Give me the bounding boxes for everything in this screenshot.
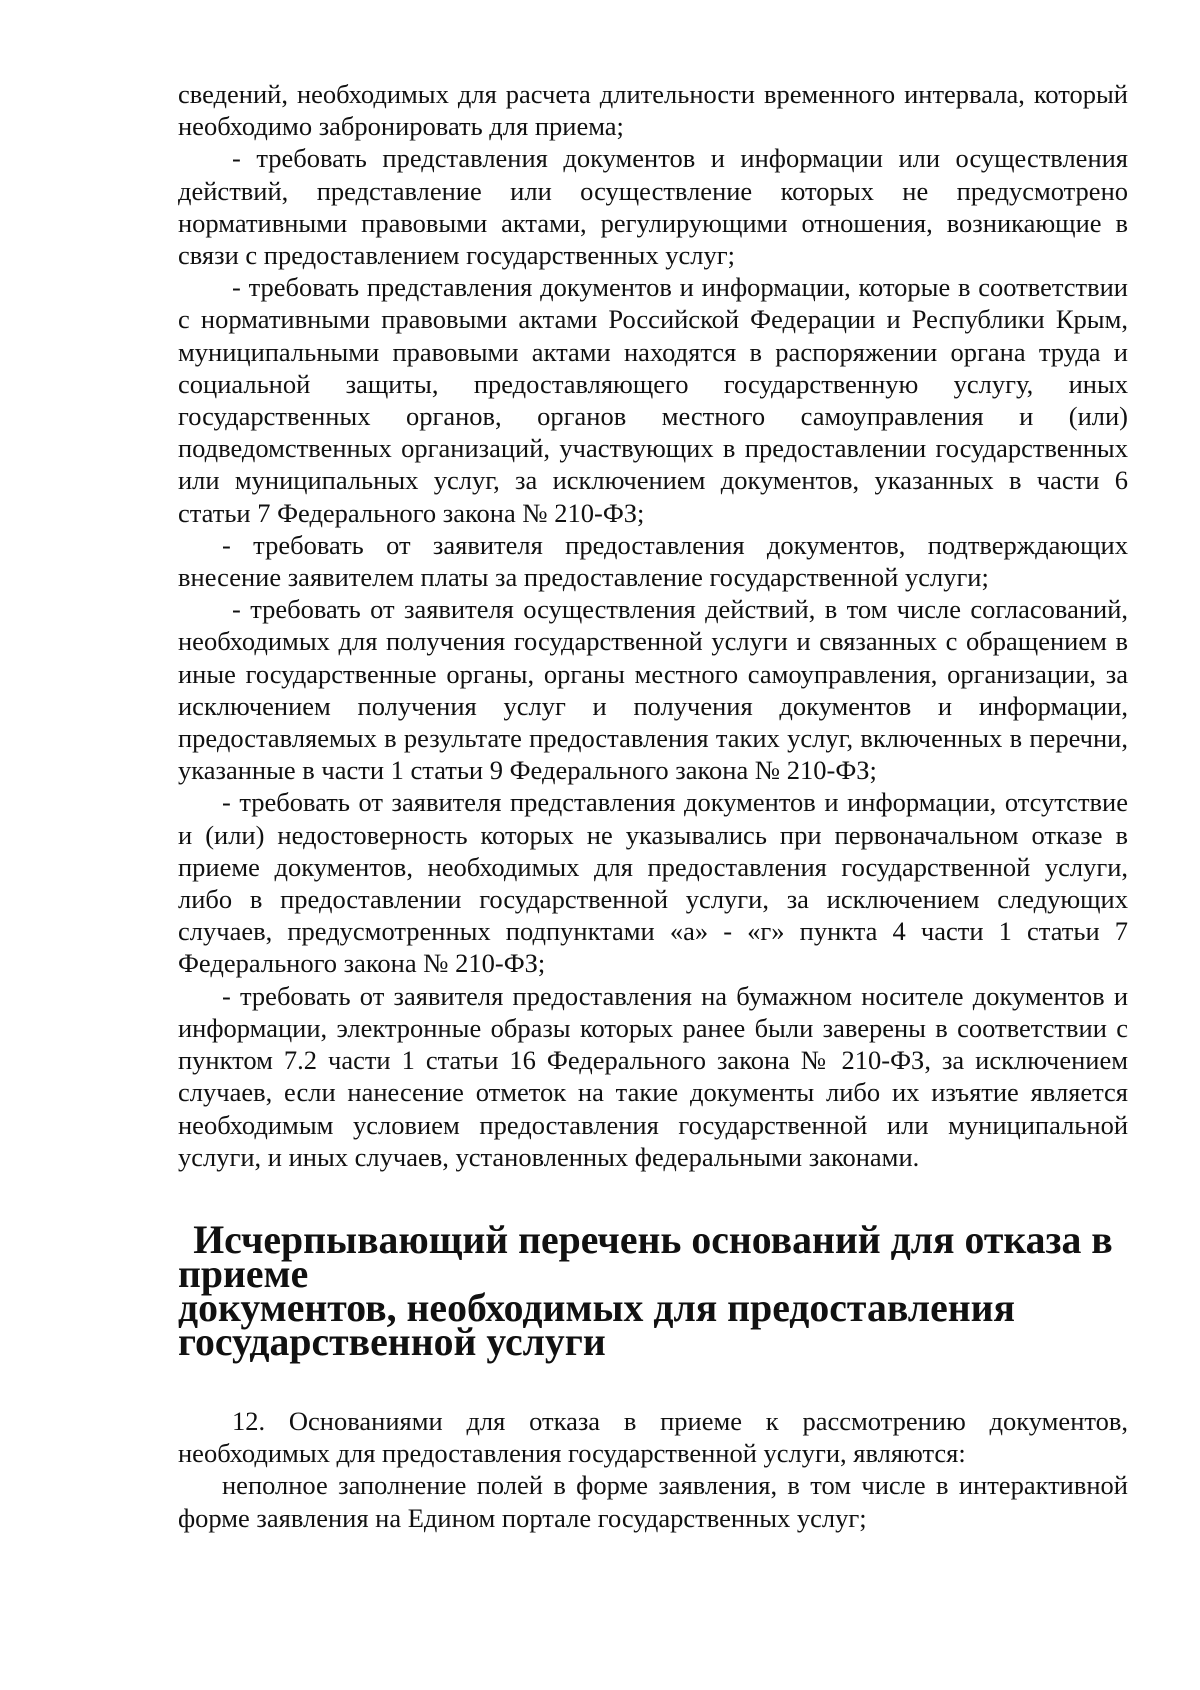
paragraph-requirement-documents: - требовать представления документов и информации, которые в соответствии с нормативными правовыми актами Российской Федерации и Республики Крым, муниципальными правовыми актами находятся в распоряжении органа труда и социальной защиты, предоставляющего государственную услугу, иных государственных органов, органов местного самоуправления и (или) подведомственных организаций, участвующих в предоставлении государственных или муниципальных услуг, за исключением документов, указанных в части 6 статьи 7 Федерального закона № 210-ФЗ; <box>178 272 1128 528</box>
paragraph-continuation: сведений, необходимых для расчета длительности временного интервала, который необходимо забронировать для приема; <box>178 79 1128 142</box>
paragraph-requirement-payment: - требовать от заявителя предоставления документов, подтверждающих внесение заявителем платы за предоставление государственной услуги; <box>178 529 1128 593</box>
document-page <box>178 78 1128 1534</box>
section-heading-line: Исчерпывающий перечень оснований для отказа в приеме <box>178 1217 1113 1296</box>
paragraph-incomplete-form: неполное заполнение полей в форме заявления, в том числе в интерактивной форме заявления на Едином портале государственных услуг; <box>178 1470 1128 1533</box>
paragraph-item-12: 12. Основаниями для отказа в приеме к рассмотрению документов, необходимых для предоставления государственной услуги, являются: <box>178 1405 1128 1469</box>
section-heading-line: документов, необходимых для предоставления <box>178 1285 1016 1330</box>
paragraph-requirement-refusal: - требовать от заявителя представления документов и информации, отсутствие и (или) недостоверность которых не указывались при первоначальном отказе в приеме документов, необходимых для предоставления государственной услуги, либо в предоставлении государственной услуги, за исключением следующих случаев, предусмотренных подпунктами «а» - «г» пункта 4 части 1 статьи 7 Федерального закона № 210-ФЗ; <box>178 787 1128 979</box>
section-heading-line: государственной услуги <box>178 1319 606 1364</box>
paragraph-requirement-approvals: - требовать от заявителя осуществления действий, в том числе согласований, необходимых для получения государственной услуги и связанных с обращением в иные государственные органы, органы местного самоуправления, организации, за исключением получения услуг и получения документов и информации, предоставляемых в результате предоставления таких услуг, включенных в перечни, указанные в части 1 статьи 9 Федерального закона № 210-ФЗ; <box>178 594 1128 786</box>
section-heading <box>178 1217 1128 1364</box>
paragraph-requirement-paper: - требовать от заявителя предоставления на бумажном носителе документов и информации, электронные образы которых ранее были заверены в соответствии с пунктом 7.2 части 1 статьи 16 Федерального закона № 210-ФЗ, за исключением случаев, если нанесение отметок на такие документы либо их изъятие является необходимым условием предоставления государственной или муниципальной услуги, и иных случаев, установленных федеральными законами. <box>178 980 1128 1172</box>
paragraph-requirement-actions: - требовать представления документов и информации или осуществления действий, представление или осуществление которых не предусмотрено нормативными правовыми актами, регулирующими отношения, возникающие в связи с предоставлением государственных услуг; <box>178 143 1128 271</box>
